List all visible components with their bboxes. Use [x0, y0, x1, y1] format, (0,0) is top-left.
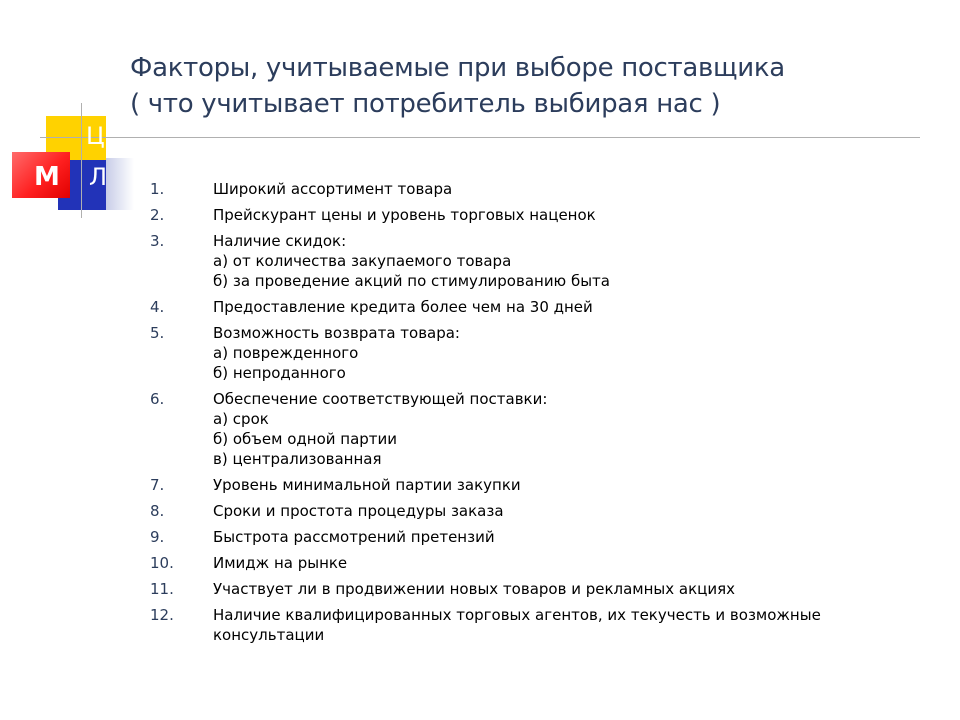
- list-item-text: Уровень минимальной партии закупки: [213, 476, 521, 494]
- list-item: [150, 179, 910, 199]
- list-item: [150, 501, 910, 521]
- list-item-text: Сроки и простота процедуры заказа: [213, 502, 504, 520]
- list-item-text: Быстрота рассмотрений претензий: [213, 528, 495, 546]
- list-item-subpoint: б) непроданного: [213, 364, 346, 382]
- list-item-body: [213, 231, 910, 291]
- logo-letter-c: Ц: [86, 122, 105, 150]
- logo-letter-l: Л: [89, 163, 108, 191]
- list-item-subpoint: а) поврежденного: [213, 344, 359, 362]
- list-item-number: 6.: [150, 390, 165, 408]
- horizontal-rule: [40, 137, 920, 138]
- list-item: [150, 389, 910, 469]
- list-item-number: 12.: [150, 606, 174, 624]
- list-item-text: Имидж на рынке: [213, 554, 348, 572]
- list-item-body: [213, 501, 910, 521]
- list-item: [150, 579, 910, 599]
- list-item: [150, 231, 910, 291]
- list-item-subpoint: б) за проведение акций по стимулированию быта: [213, 272, 610, 290]
- list-item-text: Широкий ассортимент товара: [213, 180, 453, 198]
- list-item: [150, 527, 910, 547]
- list-item-number: 9.: [150, 528, 165, 546]
- logo-white-square: [106, 158, 134, 210]
- list-item-number: 7.: [150, 476, 165, 494]
- list-item-text: Возможность возврата товара:: [213, 324, 460, 342]
- list-item-body: [213, 179, 910, 199]
- list-item-text: Предоставление кредита более чем на 30 дней: [213, 298, 593, 316]
- logo-letter-m: М: [34, 162, 60, 192]
- list-item-text: Прейскурант цены и уровень торговых наценок: [213, 206, 596, 224]
- list-item-body: [213, 205, 910, 225]
- list-item: [150, 323, 910, 383]
- list-item: [150, 297, 910, 317]
- list-item-subpoint: а) от количества закупаемого товара: [213, 252, 512, 270]
- list-item-body: [213, 605, 910, 645]
- list-item-number: 3.: [150, 232, 165, 250]
- list-item: [150, 475, 910, 495]
- list-item-body: [213, 323, 910, 383]
- list-item-body: [213, 527, 910, 547]
- list-item-text: Наличие квалифицированных торговых агентов, их текучесть и возможные консультации: [213, 606, 821, 644]
- list-item-text: Наличие скидок:: [213, 232, 347, 250]
- list-item: [150, 553, 910, 573]
- list-item-number: 4.: [150, 298, 165, 316]
- list-item-number: 11.: [150, 580, 174, 598]
- list-item-body: [213, 389, 910, 469]
- list-item-body: [213, 579, 910, 599]
- title-line-1: Факторы, учитываемые при выборе поставщика: [130, 53, 785, 83]
- list-item-body: [213, 553, 910, 573]
- list-item-body: [213, 297, 910, 317]
- list-item-number: 10.: [150, 554, 174, 572]
- list-item-subpoint: а) срок: [213, 410, 269, 428]
- slide-title: [130, 50, 930, 122]
- list-item-number: 1.: [150, 180, 165, 198]
- list-item-number: 8.: [150, 502, 165, 520]
- list-item: [150, 605, 910, 645]
- list-item-text: Участвует ли в продвижении новых товаров и рекламных акциях: [213, 580, 736, 598]
- vertical-rule: [81, 103, 82, 218]
- title-line-2: ( что учитывает потребитель выбирая нас ): [130, 89, 721, 119]
- factor-list: [150, 179, 910, 651]
- list-item-number: 2.: [150, 206, 165, 224]
- list-item: [150, 205, 910, 225]
- list-item-subpoint: б) объем одной партии: [213, 430, 398, 448]
- list-item-body: [213, 475, 910, 495]
- list-item-subpoint: в) централизованная: [213, 450, 382, 468]
- list-item-number: 5.: [150, 324, 165, 342]
- list-item-text: Обеспечение соответствующей поставки:: [213, 390, 548, 408]
